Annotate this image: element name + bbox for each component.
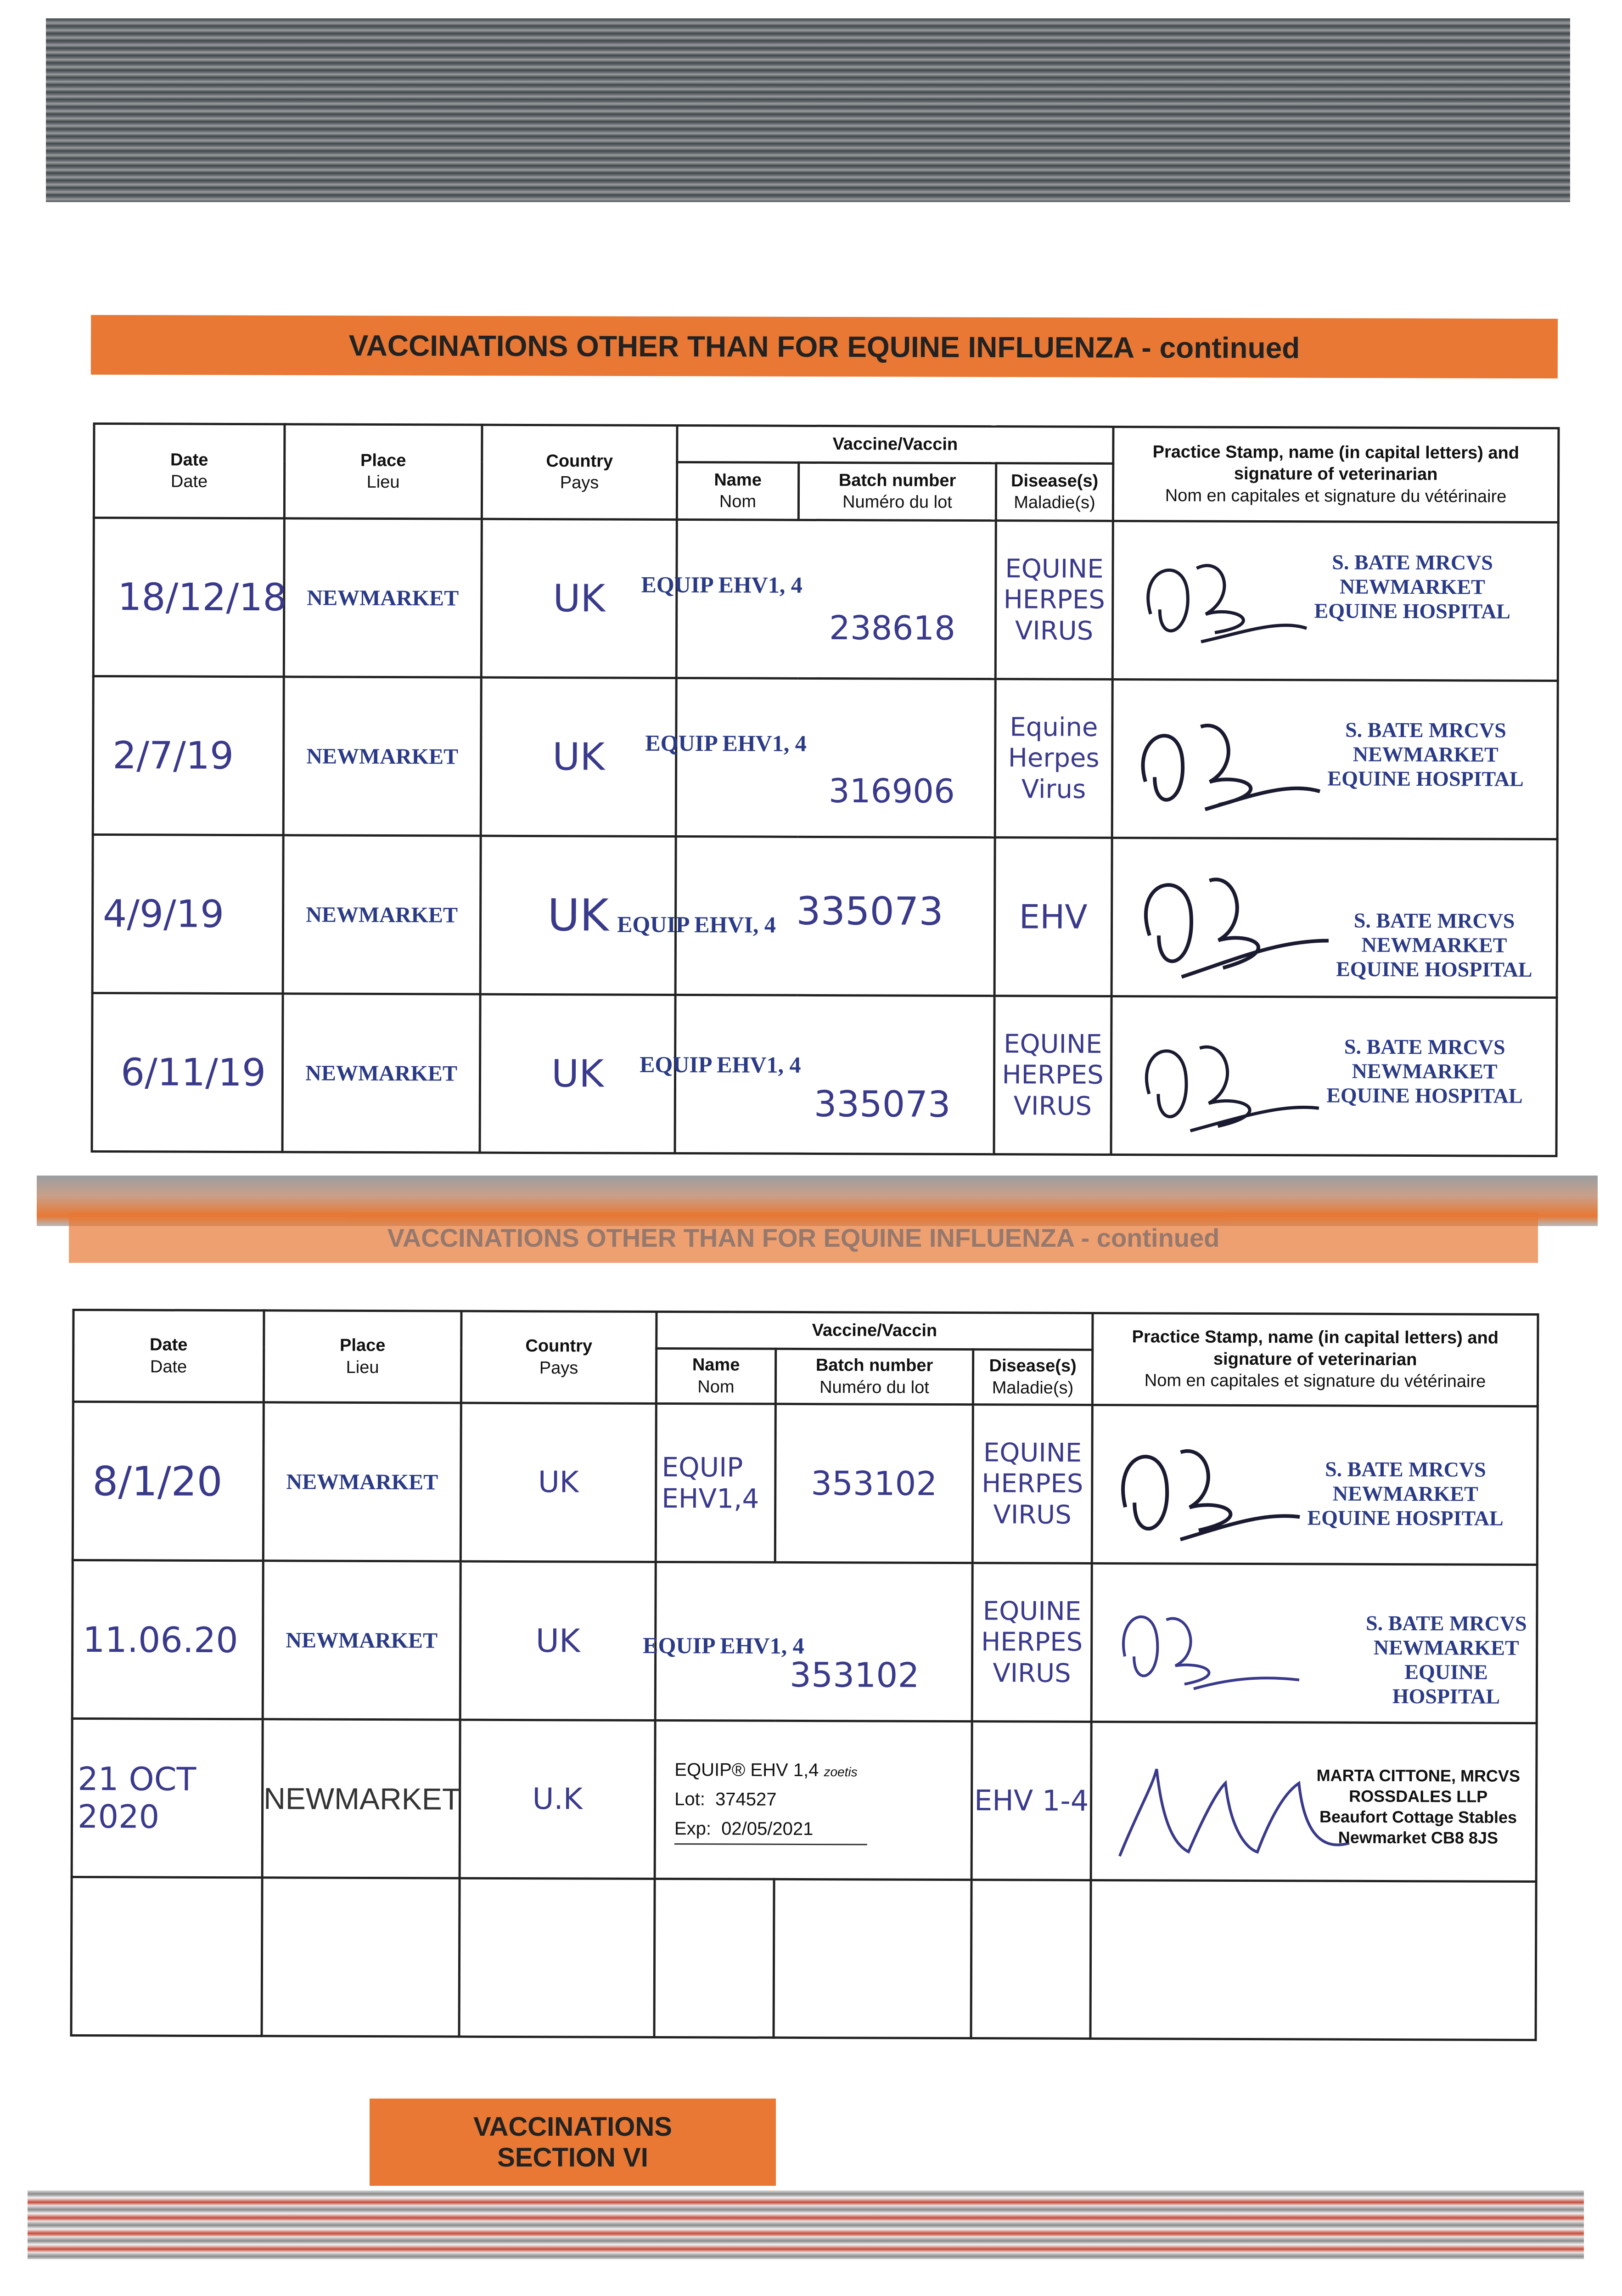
batch-number: 335073 <box>814 1083 951 1125</box>
vaccine-batch-cell <box>640 995 994 1154</box>
col-name-header: Name Nom <box>656 1348 775 1404</box>
col-stamp-header: Practice Stamp, name (in capital letters) and signature of veterinarian Nom en capitales et signature du vétérinaire <box>1113 427 1559 522</box>
veterinarian-signature <box>1132 699 1325 828</box>
col-name-header: Name Nom <box>677 462 798 520</box>
vaccine-batch-cell <box>643 1562 972 1721</box>
date-cell: 21 OCT 2020 <box>72 1718 263 1877</box>
country-cell: UK <box>460 1561 656 1720</box>
stamp-cell <box>1112 679 1558 839</box>
vaccine-name: EQUIP EHV1, 4 <box>641 571 803 598</box>
stamp-cell <box>1091 1722 1537 1881</box>
batch-cell: 353102 <box>775 1404 973 1563</box>
batch-number: 238618 <box>829 608 956 647</box>
place-cell: NEWMARKET <box>282 994 480 1153</box>
place-cell: NEWMARKET <box>283 835 481 994</box>
vaccine-batch-cell <box>641 519 996 679</box>
table-row <box>93 518 1558 681</box>
col-batch-header: Batch number Numéro du lot <box>775 1349 973 1404</box>
table-row-empty <box>71 1877 1536 2040</box>
practice-stamp: S. BATE MRCVS NEWMARKET EQUINE HOSPITAL <box>1336 908 1532 981</box>
vaccine-name: EQUIP EHV1, 4 <box>643 1632 804 1659</box>
col-place-header: Place Lieu <box>264 1311 461 1403</box>
vaccination-table-1 <box>91 422 1560 1157</box>
table-row <box>73 1401 1538 1564</box>
disease-cell: EHV <box>994 838 1112 996</box>
date-cell: 11.06.20 <box>72 1560 263 1719</box>
practice-stamp: S. BATE MRCVS NEWMARKET EQUINE HOSPITAL <box>1366 1611 1527 1708</box>
veterinarian-signature <box>1111 1583 1304 1712</box>
vaccine-label-cell <box>655 1720 972 1880</box>
col-date-header: Date Date <box>73 1310 264 1402</box>
country-cell: UK <box>481 519 677 678</box>
disease-cell: EQUINE HERPES VIRUS <box>995 521 1113 680</box>
col-disease-header: Disease(s) Maladie(s) <box>996 463 1113 521</box>
stamp-cell <box>1111 838 1557 997</box>
country-cell: UK <box>480 836 676 995</box>
scan-artifact-top <box>46 18 1570 202</box>
col-country-header: Country Pays <box>461 1311 657 1403</box>
batch-number: 353102 <box>789 1655 920 1695</box>
vaccination-table-2 <box>70 1309 1539 2041</box>
disease-cell: Equine Herpes Virus <box>995 679 1112 838</box>
section-tab: VACCINATIONS SECTION VI <box>370 2099 776 2186</box>
place-cell: NEWMARKET <box>283 677 481 836</box>
vaccine-sticker: EQUIP® EHV 1,4 zoetis Lot: 374527 Exp: 02/05/2021 <box>656 1755 971 1845</box>
stamp-cell <box>1091 1563 1537 1723</box>
table-row <box>93 676 1558 839</box>
col-disease-header: Disease(s) Maladie(s) <box>973 1350 1092 1405</box>
col-date-header: Date Date <box>94 423 285 518</box>
scan-artifact-bottom <box>28 2190 1584 2259</box>
vaccine-name: EQUIP EHV1, 4 <box>645 730 807 756</box>
date-cell: 18/12/18 <box>93 518 284 676</box>
col-country-header: Country Pays <box>482 425 677 519</box>
date-cell: 2/7/19 <box>93 676 284 835</box>
stamp-cell <box>1092 1405 1538 1564</box>
vaccine-batch-cell <box>645 678 995 837</box>
practice-stamp: S. BATE MRCVS NEWMARKET EQUINE HOSPITAL <box>1307 1457 1504 1530</box>
col-vaccine-header: Vaccine/Vaccin <box>677 425 1113 463</box>
section-banner: VACCINATIONS OTHER THAN FOR EQUINE INFLUENZA - continued <box>91 315 1558 378</box>
disease-cell: EQUINE HERPES VIRUS <box>994 996 1111 1155</box>
date-cell: 6/11/19 <box>92 993 283 1152</box>
table-row <box>92 993 1557 1156</box>
place-cell: NEWMARKET <box>262 1719 460 1878</box>
date-cell: 8/1/20 <box>73 1401 264 1560</box>
place-cell: NEWMARKET <box>263 1561 460 1720</box>
section-banner-repeat: VACCINATIONS OTHER THAN FOR EQUINE INFLUENZA - continued <box>69 1212 1538 1263</box>
veterinarian-signature <box>1131 857 1334 991</box>
place-cell: NEWMARKET <box>263 1402 461 1561</box>
veterinarian-signature <box>1111 1424 1305 1553</box>
veterinarian-signature <box>1131 1016 1324 1145</box>
col-vaccine-header: Vaccine/Vaccin <box>657 1311 1093 1350</box>
country-cell: UK <box>480 994 675 1153</box>
col-stamp-header: Practice Stamp, name (in capital letters) and signature of veterinarian Nom en capitales et signature du vétérinaire <box>1092 1313 1538 1406</box>
vaccine-name-cell: EQUIP EHV1,4 <box>656 1403 775 1562</box>
table-row <box>72 1718 1537 1881</box>
table-row <box>92 834 1557 997</box>
disease-cell: EQUINE HERPES VIRUS <box>972 1405 1092 1564</box>
batch-number: 335073 <box>796 888 943 934</box>
practice-stamp: S. BATE MRCVS NEWMARKET EQUINE HOSPITAL <box>1327 718 1524 791</box>
disease-cell: EHV 1-4 <box>971 1722 1091 1880</box>
stamp-cell <box>1112 521 1558 681</box>
vaccine-name: EQUIP EHV1, 4 <box>640 1051 801 1078</box>
vaccine-batch-cell <box>617 836 995 996</box>
country-cell: U.K <box>460 1720 655 1879</box>
date-cell: 4/9/19 <box>92 834 283 993</box>
disease-cell: EQUINE HERPES VIRUS <box>972 1563 1092 1722</box>
vaccine-name: EQUIP EHVI, 4 <box>617 911 776 938</box>
col-batch-header: Batch number Numéro du lot <box>798 462 996 520</box>
col-place-header: Place Lieu <box>284 424 482 519</box>
country-cell: UK <box>481 677 676 836</box>
practice-stamp: MARTA CITTONE, MRCVS ROSSDALES LLP Beaufort Cottage Stables Newmarket CB8 8JS <box>1316 1766 1521 1847</box>
country-cell: UK <box>460 1403 656 1562</box>
batch-number: 316906 <box>828 771 955 810</box>
practice-stamp: S. BATE MRCVS NEWMARKET EQUINE HOSPITAL <box>1314 550 1510 623</box>
place-cell: NEWMARKET <box>284 518 482 677</box>
stamp-cell <box>1111 996 1557 1156</box>
veterinarian-signature <box>1132 540 1316 660</box>
practice-stamp: S. BATE MRCVS NEWMARKET EQUINE HOSPITAL <box>1326 1035 1523 1108</box>
table-row <box>72 1560 1537 1723</box>
